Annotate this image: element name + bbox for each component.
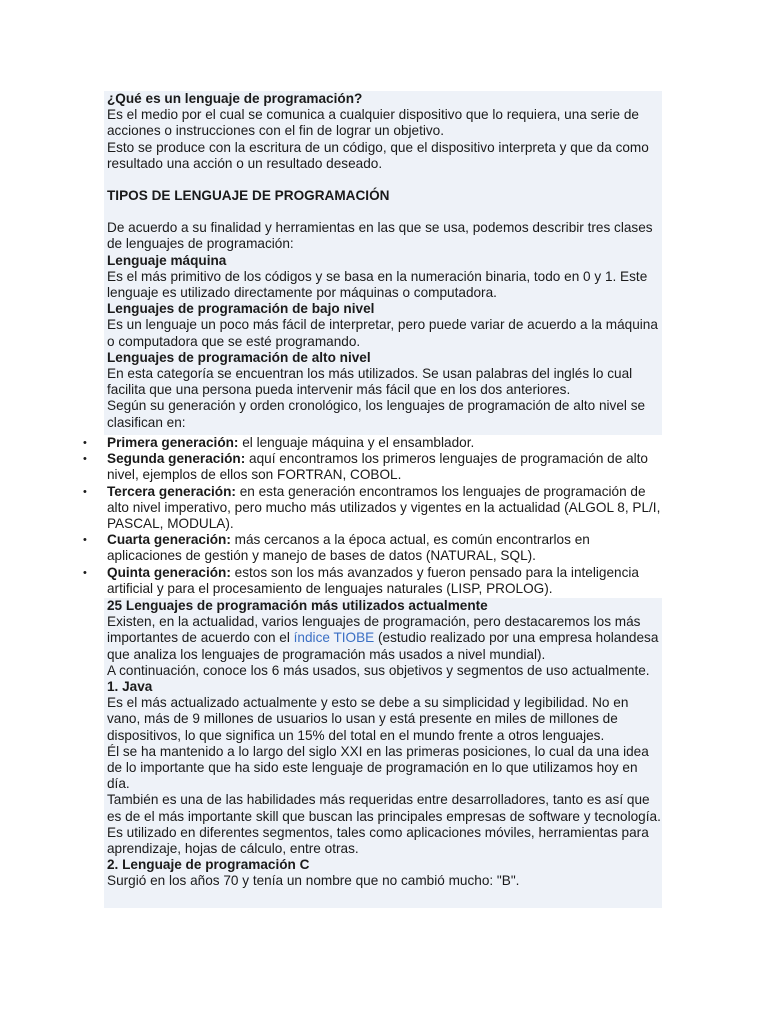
high-level-classification: Según su generación y orden cronológico, los lenguajes de programación de alto nivel se clasifican en:	[107, 398, 646, 430]
top-languages-heading: 25 Lenguajes de programación más utilizados actualmente	[107, 598, 488, 613]
definition-text: Es el medio por el cual se comunica a cualquier dispositivo que lo requiera, una serie de acciones o instrucciones con el fin de lograr un objetivo.	[107, 107, 639, 139]
list-item	[83, 435, 664, 451]
c-language-heading: 2. Lenguaje de programación C	[107, 857, 310, 873]
list-item	[83, 483, 664, 533]
bullet-icon: •	[83, 566, 87, 579]
machine-language-heading: Lenguaje máquina	[107, 252, 227, 268]
generation-label: Cuarta generación:	[107, 532, 231, 548]
list-item	[83, 451, 664, 483]
low-level-heading: Lenguajes de programación de bajo nivel	[107, 301, 375, 317]
high-level-text: En esta categoría se encuentran los más utilizados. Se usan palabras del inglés lo cual facilita que una persona pueda intervenir más fácil que en los dos anteriores.	[107, 366, 633, 398]
generation-label: Tercera generación:	[107, 483, 236, 499]
high-level-heading: Lenguajes de programación de alto nivel	[107, 349, 371, 365]
machine-language-text: Es el más primitivo de los códigos y se basa en la numeración binaria, todo en 0 y 1. Este lenguaje es utilizado directamente por máquinas o computadora.	[107, 268, 648, 301]
generations-list	[83, 435, 664, 597]
list-item	[83, 532, 664, 564]
intro-text: Existen, en la actualidad, varios lenguajes de programación, pero destacaremos los más importantes de acuerdo con el	[107, 614, 641, 646]
intro-section	[104, 91, 662, 435]
generation-text: más cercanos a la época actual, es común encontrarlos en aplicaciones de gestión y manejo de bases de datos (NATURAL, SQL).	[107, 532, 590, 564]
bullet-icon: •	[83, 453, 87, 466]
definition-text-2: Esto se produce con la escritura de un código, que el dispositivo interpreta y que da como resultado una acción o un resultado deseado.	[107, 139, 649, 171]
generation-label: Primera generación:	[107, 435, 239, 450]
top-languages-section	[104, 598, 662, 908]
generation-label: Segunda generación:	[107, 451, 246, 467]
continuation-text: A continuación, conoce los 6 más usados, sus objetivos y segmentos de uso actualmente.	[107, 662, 650, 678]
java-paragraph-3: También es una de las habilidades más requeridas entre desarrolladores, tanto es así que es de el más importante skill que buscan las principales empresas de software y tecnología.	[107, 792, 661, 824]
java-heading: 1. Java	[107, 679, 153, 695]
bullet-icon: •	[83, 485, 87, 498]
generation-text: el lenguaje máquina y el ensamblador.	[238, 435, 475, 450]
bullet-icon: •	[83, 437, 87, 449]
types-heading: TIPOS DE LENGUAJE DE PROGRAMACIÓN	[107, 188, 390, 204]
java-paragraph-4: Es utilizado en diferentes segmentos, tales como aplicaciones móviles, herramientas para aprendizaje, hojas de cálculo, entre otras.	[107, 824, 649, 857]
c-paragraph-1: Surgió en los años 70 y tenía un nombre que no cambió mucho: "B".	[107, 873, 520, 889]
java-paragraph-1: Es el más actualizado actualmente y esto se debe a su simplicidad y legibilidad. No en vano, más de 9 millones de usuarios lo usan y está presente en miles de millones de dispositivos, lo que significa un 15% del total en el mundo frente a otros lenguajes.	[107, 695, 629, 743]
generation-text: aquí encontramos los primeros lenguajes de programación de alto nivel, ejemplos de ellos son FORTRAN, COBOL.	[107, 451, 648, 483]
types-intro: De acuerdo a su finalidad y herramientas en las que se usa, podemos describir tres clases de lenguajes de programación:	[107, 220, 653, 252]
list-item	[83, 564, 664, 597]
intro-text-after: (estudio realizado por una empresa holandesa que analiza los lenguajes de programación más usados a nivel mundial).	[107, 630, 659, 662]
tiobe-index-link[interactable]: índice TIOBE	[293, 630, 375, 646]
bullet-icon: •	[83, 534, 87, 547]
top-languages-intro	[107, 614, 662, 663]
question-heading: ¿Qué es un lenguaje de programación?	[107, 91, 363, 106]
generation-label: Quinta generación:	[107, 564, 231, 580]
generation-text: en esta generación encontramos los lenguajes de programación de alto nivel imperativo, pero mucho más utilizados y vigentes en la actualidad (ALGOL 8, PL/I, PASCAL, MODULA).	[107, 483, 661, 532]
generation-text: estos son los más avanzados y fueron pensado para la inteligencia artificial y para el procesamiento de lenguajes naturales (LISP, PROLOG).	[107, 564, 639, 596]
low-level-text: Es un lenguaje un poco más fácil de interpretar, pero puede variar de acuerdo a la máquina o computadora que se esté programando.	[107, 317, 658, 349]
java-paragraph-2: Él se ha mantenido a lo largo del siglo XXI en las primeras posiciones, lo cual da una idea de lo importante que ha sido este lenguaje de programación en lo que utilizamos hoy en día.	[107, 743, 649, 792]
